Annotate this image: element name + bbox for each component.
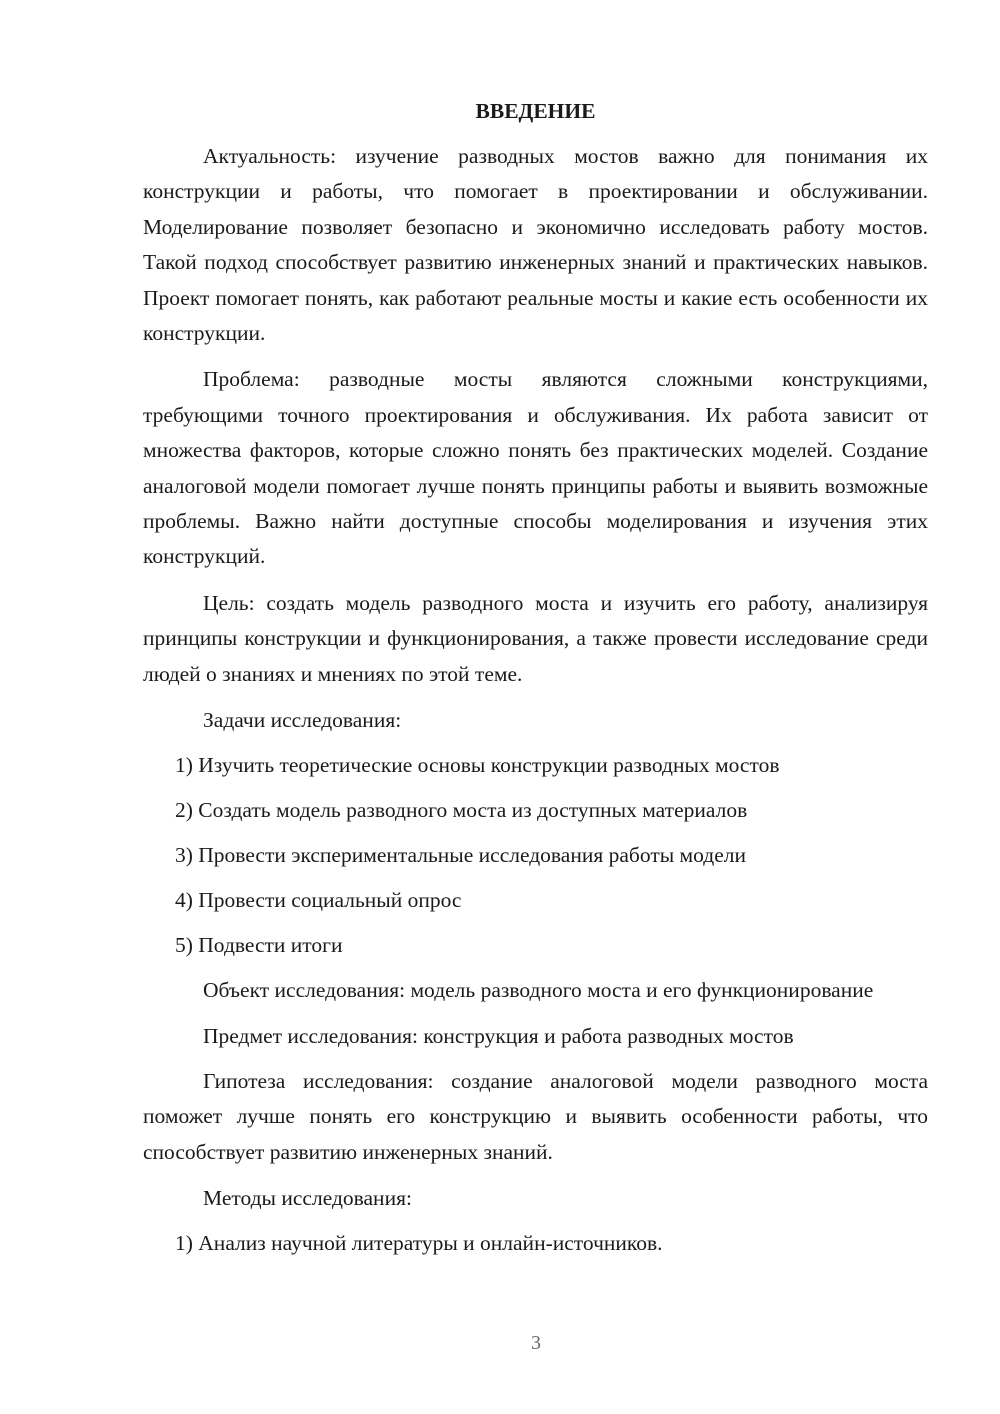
methods-heading: Методы исследования: [203, 1186, 412, 1211]
page-number: 3 [531, 1332, 541, 1354]
paragraph-goal: Цель: создать модель разводного моста и изучить его работу, анализируя принципы конструкции и функционирования, а также провести исследование среди людей о знаниях и мнениях по этой теме. [143, 590, 928, 686]
task-item: 1) Изучить теоретические основы конструкции разводных мостов [175, 753, 780, 777]
paragraph-problem: Проблема: разводные мосты являются сложными конструкциями, требующими точного проектирования и обслуживания. Их работа зависит от множества факторов, которые сложно понять без практических моделей. Создание аналоговой модели помогает лучше понять принципы работы и выявить возможные проблемы. Важно найти доступные способы моделирования и изучения этих конструкций. [143, 367, 928, 569]
paragraph-object: Объект исследования: модель разводного моста и его функционирование [203, 977, 874, 1002]
section-title: ВВЕДЕНИЕ [475, 99, 596, 123]
document-content [143, 96, 928, 1271]
method-item: 1) Анализ научной литературы и онлайн-источников. [175, 1230, 663, 1255]
task-item: 4) Провести социальный опрос [175, 887, 462, 912]
task-item: 2) Создать модель разводного моста из доступных материалов [175, 797, 748, 822]
paragraph-subject: Предмет исследования: конструкция и работа разводных мостов [203, 1023, 794, 1048]
task-item: 3) Провести экспериментальные исследования работы модели [175, 842, 746, 867]
tasks-heading: Задачи исследования: [203, 708, 402, 733]
paragraph-relevance: Актуальность: изучение разводных мостов важно для понимания их конструкции и работы, что помогает в проектировании и обслуживании. Моделирование позволяет безопасно и экономично исследовать работу мостов. Такой подход способствует развитию инженерных знаний и практических навыков. Проект помогает понять, как работают реальные мосты и какие есть особенности их конструкции. [143, 144, 928, 346]
task-item: 5) Подвести итоги [175, 932, 343, 957]
paragraph-hypothesis: Гипотеза исследования: создание аналоговой модели разводного моста поможет лучше понять его конструкцию и выявить особенности работы, что способствует развитию инженерных знаний. [143, 1068, 928, 1164]
